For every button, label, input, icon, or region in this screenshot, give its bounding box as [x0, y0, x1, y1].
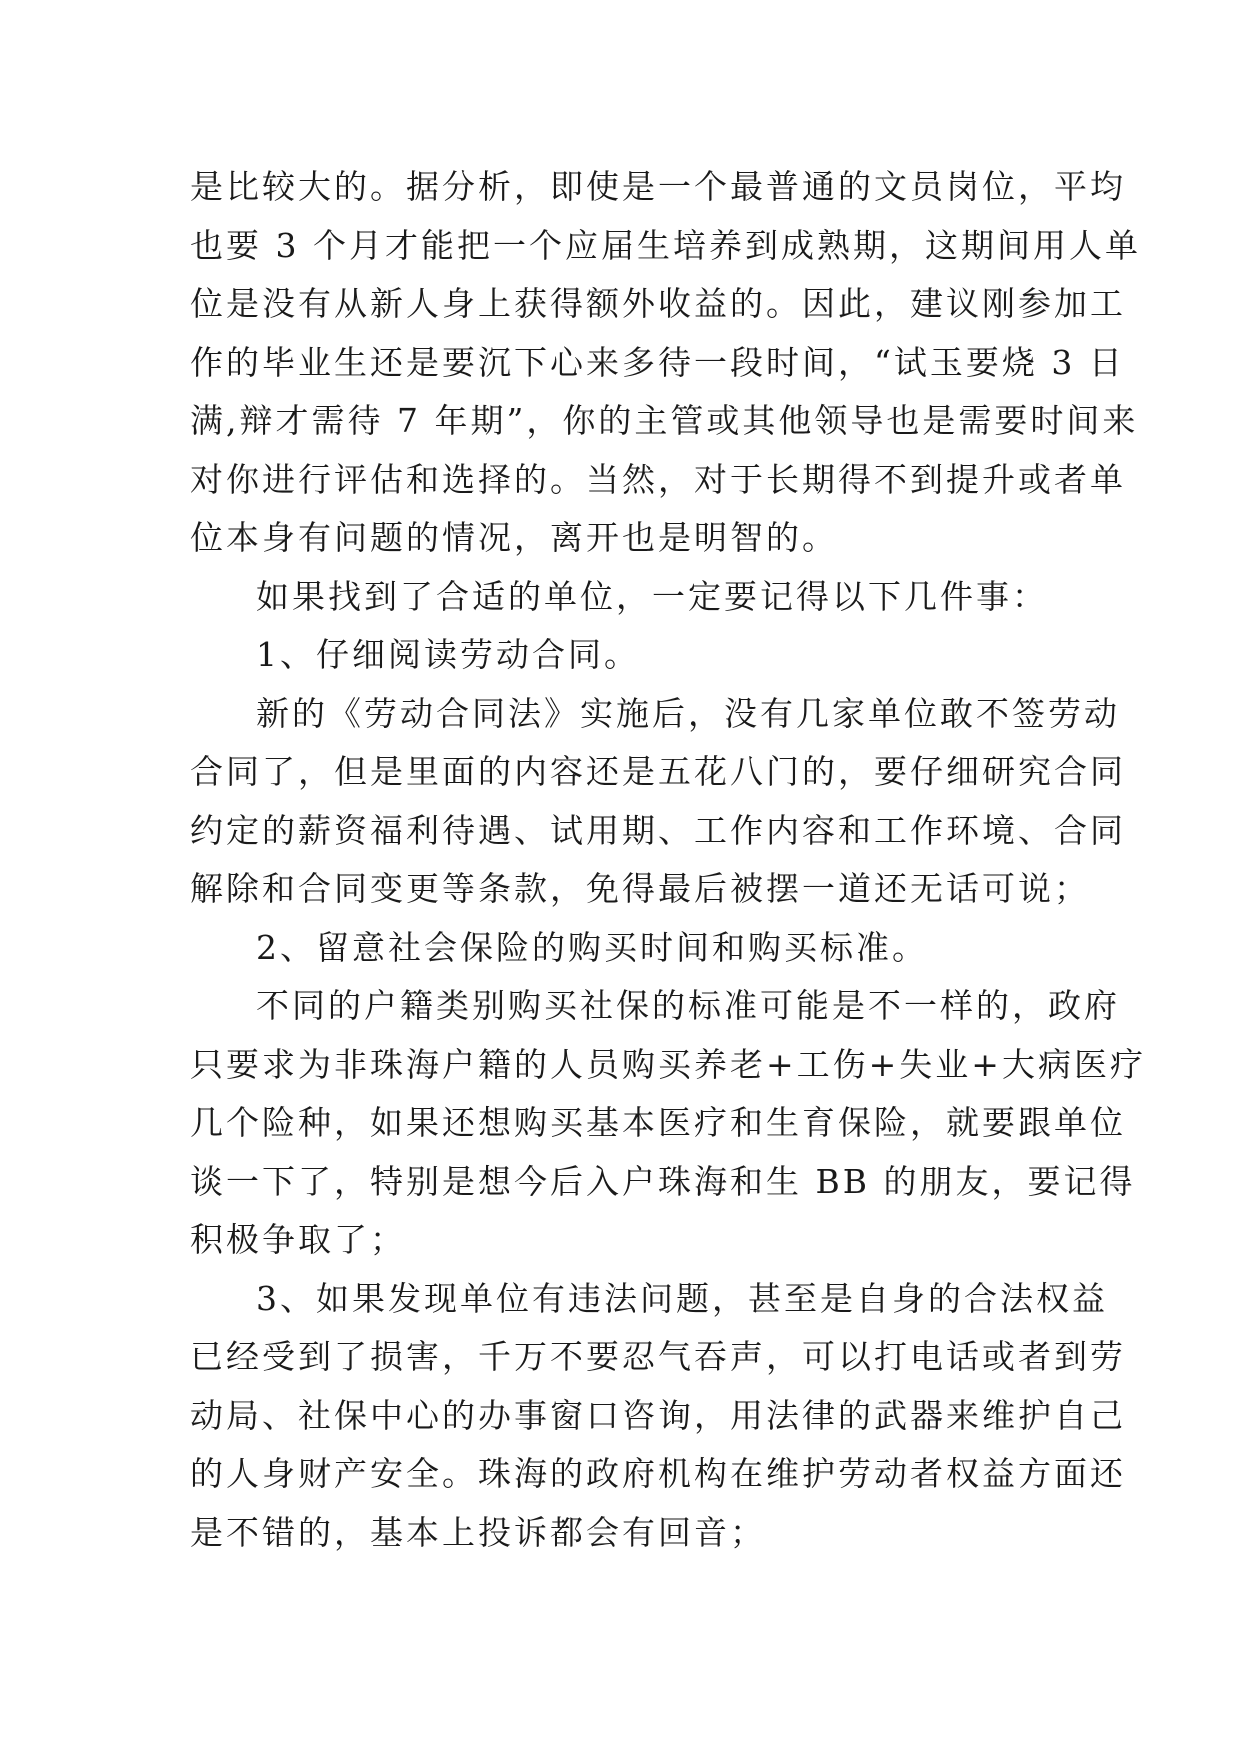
text-line: 几个险种，如果还想购买基本医疗和生育保险，就要跟单位 [190, 1103, 1126, 1142]
text-line: 3、如果发现单位有违法问题，甚至是自身的合法权益 [256, 1278, 1108, 1318]
text-line: 是比较大的。据分析，即使是一个最普通的文员岗位，平均 [190, 167, 1126, 206]
list-item-2-heading [190, 919, 1060, 978]
paragraph-1 [190, 158, 1141, 568]
text-line: 的人身财产安全。珠海的政府机构在维护劳动者权益方面还 [190, 1454, 1126, 1493]
paragraph-6 [190, 977, 1146, 1270]
text-line: 对你进行评估和选择的。当然，对于长期得不到提升或者单 [190, 459, 1126, 499]
text-line: 已经受到了损害，千万不要忍气吞声，可以打电话或者到劳 [190, 1337, 1126, 1376]
text-line: 约定的薪资福利待遇、试用期、工作内容和工作环境、合同 [190, 810, 1126, 850]
text-line: 作的毕业生还是要沉下心来多待一段时间，“试玉要烧 3 日 [190, 342, 1125, 382]
text-line: 如果找到了合适的单位，一定要记得以下几件事： [256, 576, 1048, 616]
paragraph-2 [190, 568, 1060, 627]
list-item-3 [190, 1270, 1126, 1563]
paragraph-4 [190, 685, 1126, 919]
text-line: 新的《劳动合同法》实施后，没有几家单位敢不签劳动 [256, 693, 1120, 733]
text-line: 位是没有从新人身上获得额外收益的。因此，建议刚参加工 [190, 284, 1126, 323]
text-line: 满,辩才需待 7 年期”，你的主管或其他领导也是需要时间来 [190, 401, 1139, 440]
list-item-1-heading [190, 626, 1060, 685]
text-line: 解除和合同变更等条款，免得最后被摆一道还无话可说； [190, 869, 1090, 908]
text-line: 积极争取了； [190, 1220, 406, 1259]
text-line: 谈一下了，特别是想今后入户珠海和生 BB 的朋友，要记得 [190, 1161, 1136, 1201]
text-line: 不同的户籍类别购买社保的标准可能是不一样的，政府 [256, 986, 1120, 1025]
text-line: 只要求为非珠海户籍的人员购买养老+工伤+失业+大病医疗 [190, 1044, 1146, 1084]
document-body [190, 158, 1146, 1562]
text-line: 位本身有问题的情况，离开也是明智的。 [190, 518, 838, 557]
text-line: 合同了，但是里面的内容还是五花八门的，要仔细研究合同 [190, 752, 1126, 791]
text-line: 2、留意社会保险的购买时间和购买标准。 [256, 927, 928, 967]
text-line: 动局、社保中心的办事窗口咨询，用法律的武器来维护自己 [190, 1395, 1126, 1435]
text-line: 是不错的，基本上投诉都会有回音； [190, 1512, 766, 1552]
text-line: 1、仔细阅读劳动合同。 [256, 635, 640, 674]
text-line: 也要 3 个月才能把一个应届生培养到成熟期，这期间用人单 [190, 225, 1141, 265]
